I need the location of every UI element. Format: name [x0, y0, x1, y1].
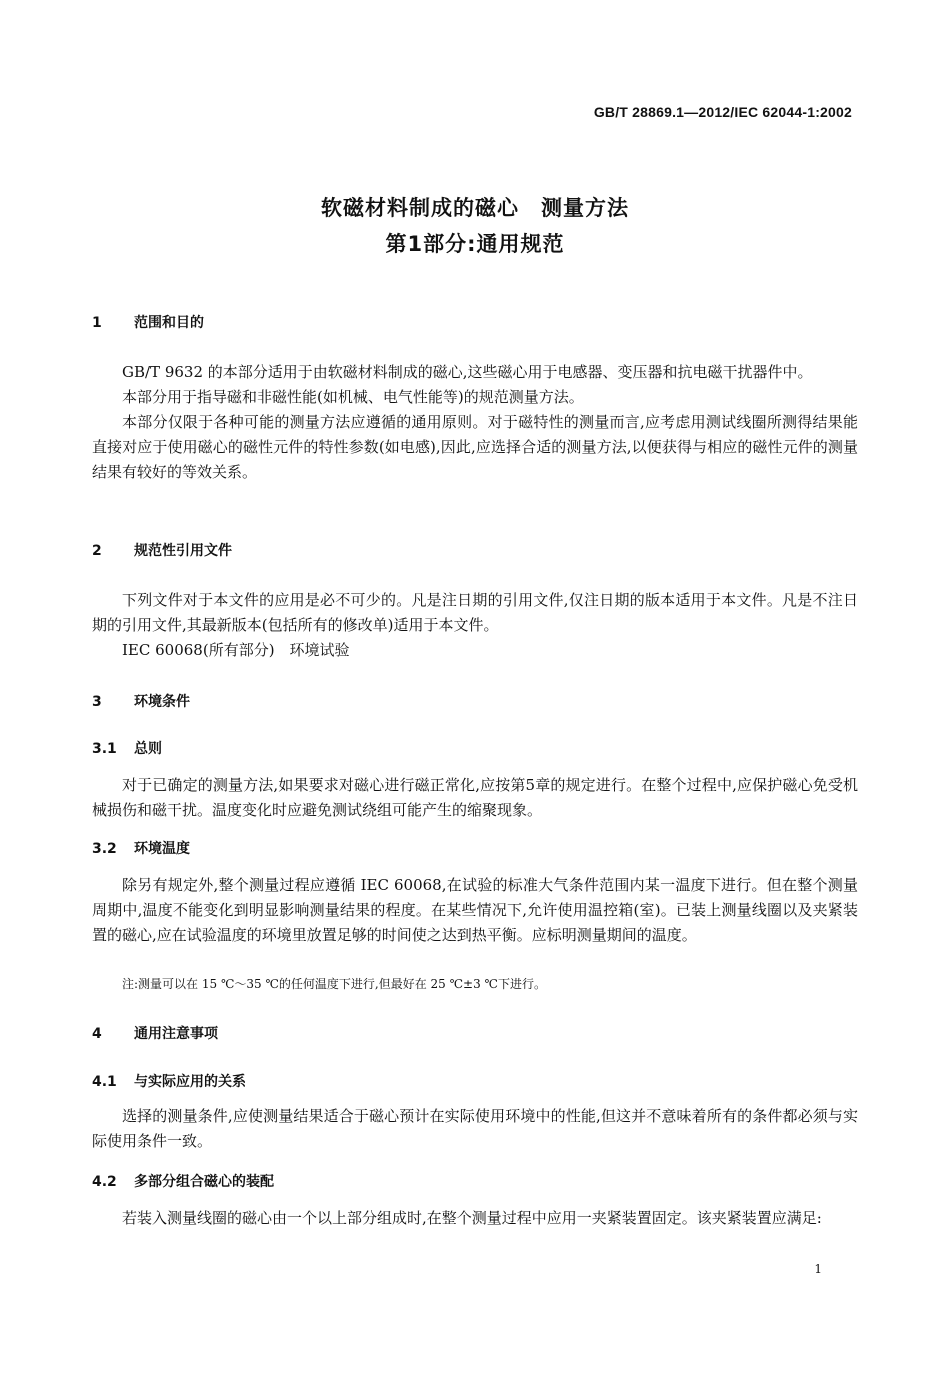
- paragraph: 选择的测量条件,应使测量结果适合于磁心预计在实际使用环境中的性能,但这并不意味着所有的条件都必须与实际使用条件一致。: [92, 1107, 858, 1150]
- section-number: 3.1: [92, 741, 117, 757]
- section-number: 2: [92, 543, 102, 559]
- section-4-1-body: [92, 1104, 858, 1154]
- reference-entry: IEC 60068(所有部分) 环境试验: [122, 641, 350, 659]
- section-title: 范围和目的: [134, 315, 204, 331]
- section-title: 环境温度: [134, 841, 190, 857]
- section-3-2-body: [92, 873, 858, 948]
- section-title: 与实际应用的关系: [134, 1074, 246, 1090]
- paragraph: 对于已确定的测量方法,如果要求对磁心进行磁正常化,应按第5章的规定进行。在整个过程中,应保护磁心免受机械损伤和磁干扰。温度变化时应避免测试绕组可能产生的缩聚现象。: [92, 776, 858, 819]
- section-1-heading: [92, 312, 204, 332]
- section-1-body: [92, 360, 858, 485]
- document-subtitle: 第1部分:通用规范: [385, 232, 565, 256]
- paragraph: 本部分仅限于各种可能的测量方法应遵循的通用原则。对于磁特性的测量而言,应考虑用测试线圈所测得结果能直接对应于使用磁心的磁性元件的特性参数(如电感),因此,应选择合适的测量方法,以便获得与相应的磁性元件的测量结果有较好的等效关系。: [92, 413, 858, 481]
- section-4-2-body: [92, 1206, 858, 1231]
- paragraph: 下列文件对于本文件的应用是必不可少的。凡是注日期的引用文件,仅注日期的版本适用于本文件。凡是不注日期的引用文件,其最新版本(包括所有的修改单)适用于本文件。: [92, 591, 858, 634]
- section-number: 4: [92, 1026, 102, 1042]
- section-number: 4.1: [92, 1074, 117, 1090]
- section-3-2-heading: [92, 838, 190, 858]
- paragraph: 若装入测量线圈的磁心由一个以上部分组成时,在整个测量过程中应用一夹紧装置固定。该夹紧装置应满足:: [122, 1209, 822, 1227]
- paragraph: 本部分用于指导磁和非磁性能(如机械、电气性能等)的规范测量方法。: [122, 388, 584, 406]
- section-4-heading: [92, 1023, 218, 1043]
- page-number: 1: [814, 1262, 822, 1276]
- document-title: 软磁材料制成的磁心 测量方法: [321, 196, 629, 220]
- temperature-note: 注:测量可以在 15 ℃～35 ℃的任何温度下进行,但最好在 25 ℃±3 ℃下进行。: [122, 977, 546, 991]
- section-3-heading: [92, 691, 190, 711]
- section-2-body: [92, 588, 858, 663]
- section-title: 通用注意事项: [134, 1026, 218, 1042]
- section-title: 环境条件: [134, 694, 190, 710]
- section-3-1-heading: [92, 738, 162, 758]
- standard-code: GB/T 28869.1—2012/IEC 62044-1:2002: [593, 104, 852, 120]
- section-title: 多部分组合磁心的装配: [134, 1174, 274, 1190]
- section-number: 4.2: [92, 1174, 117, 1190]
- section-number: 3.2: [92, 841, 117, 857]
- section-title: 总则: [134, 741, 162, 757]
- section-4-2-heading: [92, 1171, 274, 1191]
- section-number: 1: [92, 315, 102, 331]
- paragraph: 除另有规定外,整个测量过程应遵循 IEC 60068,在试验的标准大气条件范围内某一温度下进行。但在整个测量周期中,温度不能变化到明显影响测量结果的程度。在某些情况下,允许使用温控箱(室)。已装上测量线圈以及夹紧装置的磁心,应在试验温度的环境里放置足够的时间使之达到热平衡。应标明测量期间的温度。: [92, 876, 858, 944]
- section-title: 规范性引用文件: [134, 543, 232, 559]
- section-number: 3: [92, 694, 102, 710]
- section-2-heading: [92, 540, 232, 560]
- paragraph: GB/T 9632 的本部分适用于由软磁材料制成的磁心,这些磁心用于电感器、变压器和抗电磁干扰器件中。: [122, 363, 813, 381]
- section-4-1-heading: [92, 1071, 246, 1091]
- section-3-1-body: [92, 773, 858, 823]
